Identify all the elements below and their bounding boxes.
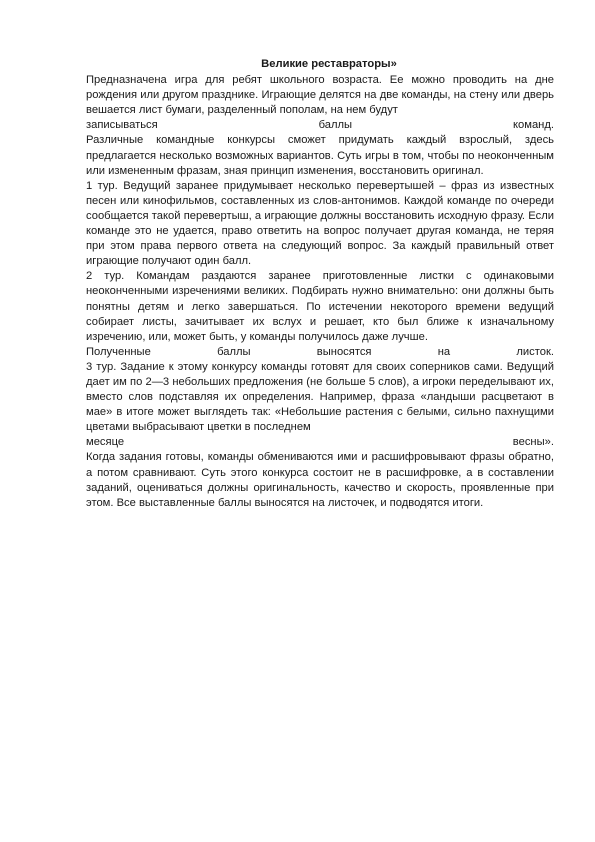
intro-paragraph-2: Различные командные конкурсы сможет придумать каждый взрослый, здесь предлагается несколько возможных вариантов. Суть игры в том, чтобы по неоконченным или измененным фразам, зная принцип изменения, восстановить оригинал. bbox=[86, 134, 554, 177]
intro-paragraph-1-last-line: записываться баллы команд. bbox=[86, 119, 554, 132]
document-body bbox=[86, 57, 554, 511]
round-3-last-line: месяце весны». bbox=[86, 436, 554, 449]
round-2-last-line: Полученные баллы выносятся на листок. bbox=[86, 345, 554, 358]
round-1-paragraph: 1 тур. Ведущий заранее придумывает несколько перевертышей – фраз из известных песен или кинофильмов, составленных из слов-антонимов. Каждой команде по очереди сообщается такой перевертыш, а играющие должны восстановить исходную фразу. Если команде это не удается, право ответить на вопрос получает другая команда, не теряя при этом права первого ответа на следующий вопрос. За каждый правильный ответ играющие получают один балл. bbox=[86, 179, 554, 268]
intro-paragraph-1: Предназначена игра для ребят школьного возраста. Ее можно проводить на дне рождения или другом празднике. Играющие делятся на две команды, на стену или дверь вешается лист бумаги, разделенный пополам, на нем будут bbox=[86, 74, 554, 117]
round-2-paragraph: 2 тур. Командам раздаются заранее приготовленные листки с одинаковыми неоконченными изречениями великих. Подбирать нужно внимательно: они должны быть понятны детям и легко завершаться. По истечении некоторого времени ведущий собирает листы, зачитывает их вслух и решает, кто был ближе к изначальному изречению, или, может быть, у команды получилось даже лучше. bbox=[86, 270, 554, 343]
final-paragraph: Когда задания готовы, команды обмениваются ими и расшифровывают фразы обратно, а потом сравнивают. Суть этого конкурса состоит не в расшифровке, а в составлении заданий, оцениваться должны оригинальность, качество и скорость, проявленные при этом. Все выставленные баллы выносятся на листочек, и подводятся итоги. bbox=[86, 451, 554, 509]
round-3-paragraph: 3 тур. Задание к этому конкурсу команды готовят для своих соперников сами. Ведущий дает им по 2—3 небольших предложения (не больше 5 слов), а игроки переделывают их, вместо слов подставляя их определения. Например, фраза «ландыши расцветают в мае» в итоге может выглядеть так: «Небольшие растения с белыми, сильно пахнущими цветами выбрасывают цветки в последнем bbox=[86, 360, 554, 434]
document-title: Великие реставраторы» bbox=[261, 58, 397, 70]
